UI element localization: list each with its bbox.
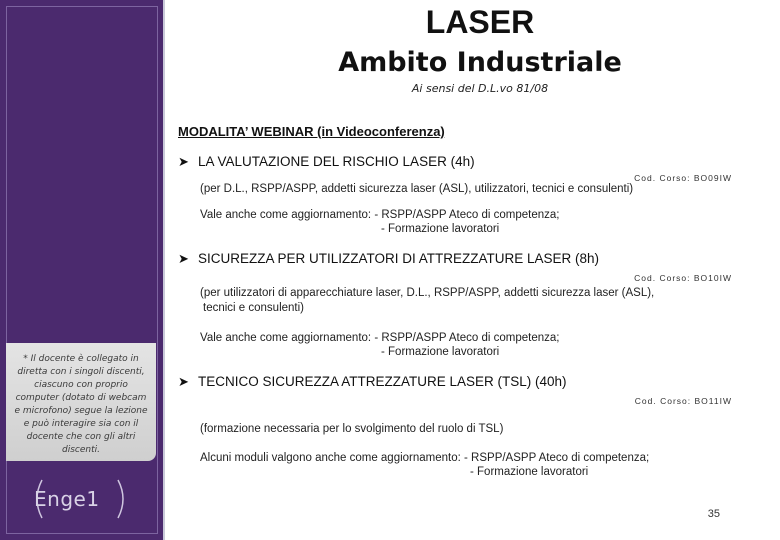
arrow-bullet-icon: ➤: [178, 374, 189, 389]
arrow-bullet-icon: ➤: [178, 154, 189, 169]
description-line: tecnici e consulenti): [203, 302, 304, 314]
update-line: - Formazione lavoratori: [470, 466, 589, 478]
course-title-text: LA VALUTAZIONE DEL RISCHIO LASER (4h): [198, 154, 475, 169]
course-title: [178, 251, 599, 267]
update-line: - Formazione lavoratori: [381, 223, 500, 235]
logo-text: Enge1: [34, 487, 100, 511]
sidebar: [0, 0, 165, 540]
webinar-note-box: [6, 343, 156, 461]
update-line: - Formazione lavoratori: [381, 346, 500, 358]
update-line: Vale anche come aggiornamento: - RSPP/ASPP Ateco di competenza;: [200, 332, 560, 344]
description-line: (per utilizzatori di apparecchiature laser, D.L., RSPP/ASPP, addetti sicurezza laser (ASL),: [200, 287, 655, 299]
section-heading: MODALITA’ WEBINAR (in Videoconferenza): [178, 124, 445, 139]
course-update-note: [200, 451, 649, 479]
course-description: (per D.L., RSPP/ASPP, addetti sicurezza laser (ASL), utilizzatori, tecnici e consulenti): [200, 183, 634, 195]
course-code: Cod. Corso: BO10IW: [634, 273, 732, 283]
course-update-note: [200, 331, 559, 359]
update-line: Vale anche come aggiornamento: - RSPP/ASPP Ateco di competenza;: [200, 209, 560, 221]
arrow-bullet-icon: ➤: [178, 251, 189, 266]
course-title-text: TECNICO SICUREZZA ATTREZZATURE LASER (TSL) (40h): [198, 374, 567, 389]
webinar-note-text: * Il docente è collegato in diretta con i singoli discenti, ciascuno con proprio computer (dotato di webcam e microfono) segue la lezione e può interagire sia con il docente che con gli altri discenti.: [14, 354, 148, 455]
course-title-text: SICUREZZA PER UTILIZZATORI DI ATTREZZATURE LASER (8h): [198, 251, 600, 266]
course-update-note: [200, 208, 559, 236]
course-title: [178, 154, 475, 170]
update-line: Alcuni moduli valgono anche come aggiornamento: - RSPP/ASPP Ateco di competenza;: [200, 452, 650, 464]
course-title: [178, 374, 567, 390]
course-description: (formazione necessaria per lo svolgimento del ruolo di TSL): [200, 423, 504, 435]
law-reference: Ai sensi del D.L.vo 81/08: [411, 82, 549, 95]
page-title: LASER: [425, 4, 535, 40]
page-subtitle: Ambito Industriale: [338, 47, 622, 78]
page-number: 35: [707, 508, 720, 520]
course-description: [200, 286, 654, 316]
course-code: Cod. Corso: BO09IW: [634, 173, 732, 183]
course-code: Cod. Corso: BO11IW: [634, 396, 732, 406]
